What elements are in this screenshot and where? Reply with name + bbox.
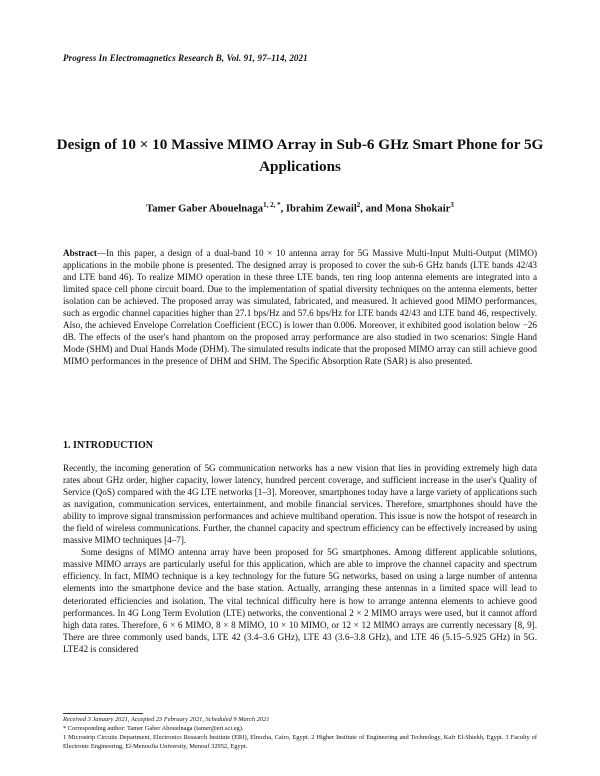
journal-citation: Progress In Electromagnetics Research B, Vol. 91, 97–114, 2021 bbox=[63, 53, 308, 63]
abstract-text: —In this paper, a design of a dual-band 10 × 10 antenna array for 5G Massive Multi-Input Multi-Output (MIMO) applications in the mobile phone is presented. The designed array is proposed to cover the sub-6 GHz bands (LTE bands 42/43 and LTE band 46). To realize MIMO operation in these three LTE bands, ten ring loop antenna elements are integrated into a limited space cell phone circuit board. Due to the implementation of spatial diversity techniques on the antenna elements, better isolation can be achieved. The proposed array was simulated, fabricated, and measured. It achieved good MIMO performances, such as ergodic channel capacities higher than 27.1 bps/Hz and 57.6 bps/Hz for LTE bands 42/43 and LTE band 46, respectively. Also, the achieved Envelope Correlation Coefficient (ECC) is lower than 0.006. Moreover, it exhibited good isolation below −26 dB. The effects of the user's hand phantom on the proposed array performance are also studied in two scenarios: Single Hand Mode (SHM) and Dual Hands Mode (DHM). The simulated results indicate that the proposed MIMO array can still achieve good MIMO performances in the presence of DHM and SHM. The Specific Absorption Rate (SAR) is also presented. bbox=[63, 248, 537, 367]
author-affiliation: 3 bbox=[450, 201, 454, 209]
author-separator: , and bbox=[360, 203, 386, 215]
footnote-affiliations: 1 Microstrip Circuits Department, Electronics Research Institute (ERI), Elnozha, Cairo, Egypt. 2 Higher Institute of Engineering and Technology, Kafr El-Shiekh, Egypt. 3 Faculty of Electronic Engineering, El-Menoufia University, Menouf 32952, Egypt. bbox=[63, 734, 537, 750]
body-paragraph: Recently, the incoming generation of 5G communication networks has a new vision that lies in providing extremely high data rates about GHz order, higher capacity, lower latency, hundred percent coverage, and sufficient increase in the user's Quality of Service (QoS) compared with the 4G LTE networks [1–3]. Moreover, smartphones today have a large variety of applications such as navigation, communication services, entertainment, and mobile financial services. Therefore, smartphones should have the ability to improve signal transmission performances and achieve multiband operation. This issue is now the hotspot of research in the field of wireless communications. Further, the channel capacity and spectrum efficiency can be effectively increased by using massive MIMO techniques [4–7]. bbox=[63, 463, 537, 546]
section-heading: 1. INTRODUCTION bbox=[63, 440, 154, 451]
author-name: Mona Shokair bbox=[385, 203, 451, 215]
paper-title: Design of 10 × 10 Massive MIMO Array in Sub-6 GHz Smart Phone for 5G Applications bbox=[56, 136, 544, 175]
footnote-divider bbox=[63, 713, 143, 714]
author-name: Ibrahim Zewail bbox=[285, 203, 357, 215]
body-text bbox=[63, 462, 537, 655]
footnote-received: Received 3 January 2021, Accepted 23 February 2021, Scheduled 9 March 2021 bbox=[63, 716, 270, 723]
author-name: Tamer Gaber Abouelnaga bbox=[146, 203, 264, 215]
author-affiliation: 2 bbox=[356, 201, 361, 209]
footnotes bbox=[63, 715, 537, 751]
author-separator: , bbox=[280, 203, 286, 215]
footnote-corresponding: * Corresponding author: Tamer Gaber Abouelnaga (tamer@eri.sci.eg). bbox=[63, 725, 244, 732]
abstract-label: Abstract bbox=[63, 248, 97, 258]
abstract bbox=[63, 247, 537, 367]
body-paragraph: Some designs of MIMO antenna array have been proposed for 5G smartphones. Among different applicable solutions, massive MIMO arrays are particularly useful for this application, which are able to improve the channel capacity and spectrum efficiency. In fact, MIMO technique is a key technology for the future 5G networks, based on using a large number of antenna elements into the smartphone device and the base station. Actually, arranging these antennas in a limited space will lead to deteriorated efficiencies and isolation. The vital technical difficulty here is how to arrange antenna elements to achieve good performances. In 4G Long Term Evolution (LTE) networks, the conventional 2 × 2 MIMO arrays were used, but it cannot afford high data rates. Therefore, 6 × 6 MIMO, 8 × 8 MIMO, 10 × 10 MIMO, or 12 × 12 MIMO arrays are currently necessary [8, 9]. There are three commonly used bands, LTE 42 (3.4–3.6 GHz), LTE 43 (3.6–3.8 GHz), and LTE 46 (5.15–5.925 GHz) in 5G. LTE42 is considered bbox=[63, 547, 537, 654]
author-affiliation: 1, 2, * bbox=[263, 201, 281, 209]
author-list bbox=[50, 201, 550, 215]
